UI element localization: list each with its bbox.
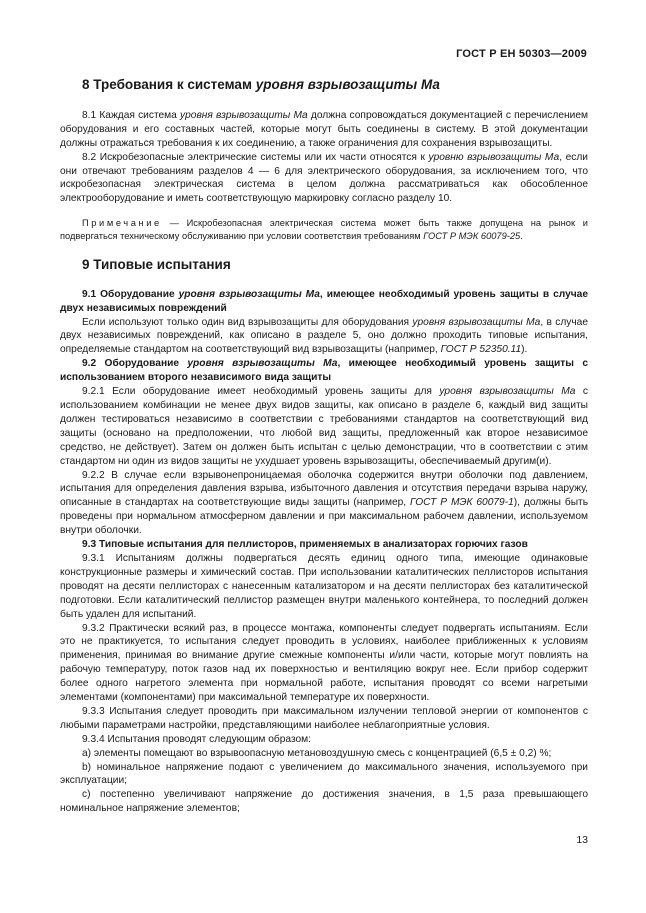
- note-paragraph: [60, 217, 588, 243]
- note-label: Примечание: [82, 218, 162, 229]
- text-italic: ГОСТ Р МЭК 60079-1: [410, 497, 514, 509]
- text: 8.1 Каждая система: [82, 109, 181, 121]
- paragraph-9-2-2: [60, 469, 588, 539]
- text: должна сопровождаться документацией с перечислением оборудования и его составных частей, которые могут быть соединены в систему. В этой документации должны отражаться требования к их соединению, а также ограничения для сохранения взрывозащиты.: [60, 109, 588, 149]
- text: 9.2 Оборудование: [82, 358, 188, 370]
- text-italic: уровня взрывозащиты Ма: [439, 386, 576, 398]
- paragraph-8-2: [60, 151, 588, 207]
- text: 9.2.2 В случае если взрывонепроницаемая оболочка содержится внутри оболочки под давлением, испытания для определения давления взрыва, избыточного давления и отсутствия передачи взрыва наружу, описанные в стандартах на соответствующие виды защиты (например,: [60, 469, 588, 509]
- section-8-heading-italic: уровня взрывозащиты Ма: [255, 77, 440, 92]
- text: , имеющее необходимый уровень защиты с использованием второго независимого вида защиты: [60, 358, 588, 384]
- paragraph-9-3-4: 9.3.4 Испытания проводят следующим образом:: [82, 733, 312, 745]
- text-italic: ГОСТ Р 52350.11: [440, 344, 522, 356]
- section-8-heading: [60, 78, 588, 92]
- paragraph-9-2-1: [60, 385, 588, 468]
- page-number: 13: [576, 834, 588, 846]
- list-item-c: с) постепенно увеличивают напряжение до достижения значения, в 1,5 раза превышающего номинальное напряжение элементов;: [60, 789, 588, 815]
- list-item-b: b) номинальное напряжение подают с увеличением до максимального значения, используемого при эксплуатации;: [60, 761, 588, 787]
- paragraph-9-3-2: 9.3.2 Практически всякий раз, в процессе монтажа, компоненты следует подвергать испытаниям. Если это не практикуется, то испытания следует проводить в условиях, наиболее приближенных к условиям применения, принимая во внимание другие смежные компоненты и/или части, которые могут повлиять на рабочую температуру, поток газов над их поверхностью и вентиляцию вокруг нее. Если прибор содержит более одного нагретого элемента при нормальной работе, испытания проводят со всеми нагретыми элементами (компонентами) при максимальной температуре их поверхности.: [60, 622, 588, 704]
- section-9-heading: 9 Типовые испытания: [82, 256, 231, 272]
- text-italic: уровня взрывозащиты Ма: [187, 358, 338, 370]
- text: 9.2.1 Если оборудование имеет необходимый уровень защиты для: [82, 386, 440, 398]
- text-italic: ГОСТ Р МЭК 60079-25: [423, 231, 521, 242]
- paragraph-9-3-1: 9.3.1 Испытаниям должны подвергаться десять единиц одного типа, имеющие одинаковые конструкционные размеры и химический состав. При использовании каталитических пеллисторов испытания проводят на десяти пеллисторах с нанесенным катализатором и на десяти пеллисторах без каталитической подготовки. Если каталитический пеллистор размещен внутри маленького контейнера, то последний должен быть удален для испытаний.: [60, 552, 588, 620]
- text: ).: [521, 344, 528, 356]
- page-content: [60, 78, 588, 816]
- paragraph-9-3-3: 9.3.3 Испытания следует проводить при максимальном излучении тепловой энергии от компонентов с любыми параметрами настройки, представляющими наиболее неблагоприятные условия.: [60, 705, 588, 731]
- document-id: ГОСТ Р ЕН 50303—2009: [456, 48, 587, 60]
- paragraph-9-1: [60, 316, 588, 358]
- section-8-heading-text: 8 Требования к системам: [82, 77, 256, 92]
- text: 8.2 Искробезопасные электрические системы или их части относятся к: [82, 151, 429, 163]
- text-italic: уровня взрывозащиты Ма: [412, 316, 541, 328]
- list-item-a: а) элементы помещают во взрывоопасную метановоздушную смесь с концентрацией (6,5 ± 0,2) %;: [82, 747, 552, 759]
- paragraph-8-1: [60, 109, 588, 151]
- text: .: [520, 231, 523, 242]
- text: Если используют только один вид взрывозащиты для оборудования: [82, 316, 413, 328]
- text: , если они отвечают требованиям разделов 4 — 6 для электрического оборудования, за исключением того, что искробезопасная электрическая система в целом должна рассматриваться как обособленное электрооборудование и иметь соответствующую маркировку согласно разделу 10.: [60, 151, 588, 205]
- text: , имеющее необходимый уровень защиты в случае двух независимых повреждений: [60, 288, 588, 314]
- text-italic: уровня взрывозащиты Ма: [178, 288, 320, 300]
- text: , в случае двух независимых повреждений, как описано в разделе 5, оно должно проходить типовые испытания, определяемые стандартом на соответствующий вид взрывозащиты (например,: [60, 316, 588, 356]
- subheading-9-3: 9.3 Типовые испытания для пеллисторов, применяемых в анализаторах горючих газов: [82, 539, 528, 551]
- text-italic: уровню взрывозащиты Ма: [428, 151, 560, 163]
- text: — Искробезопасная электрическая система может быть также допущена на рынок и подвергаться техническому обслуживанию при условии соответствия требованиям: [60, 218, 588, 242]
- text: 9.1 Оборудование: [82, 288, 179, 300]
- subheading-9-2: [60, 357, 588, 385]
- text-italic: уровня взрывозащиты Ма: [180, 109, 308, 121]
- subheading-9-1: [60, 288, 588, 316]
- text: с использованием комбинации не менее двух видов защиты, как описано в разделе 6, каждый вид защиты должен тестироваться независимо в соответствии с требованиями стандартов на соответствующий вид защиты (основано на предположении, что любой вид защиты, предложенный как второе независимое средство, не действует). Затем он должен быть испытан с целью демонстрации, что в соответствии с этим стандартом ни один из видов защиты не ухудшает уровень взрывозащиты, обеспечиваемый другим(и).: [60, 386, 588, 467]
- text: ), должны быть проведены при нормальном атмосферном давлении и при максимальном рабочем давлении, используемом внутри оболочки.: [60, 497, 588, 537]
